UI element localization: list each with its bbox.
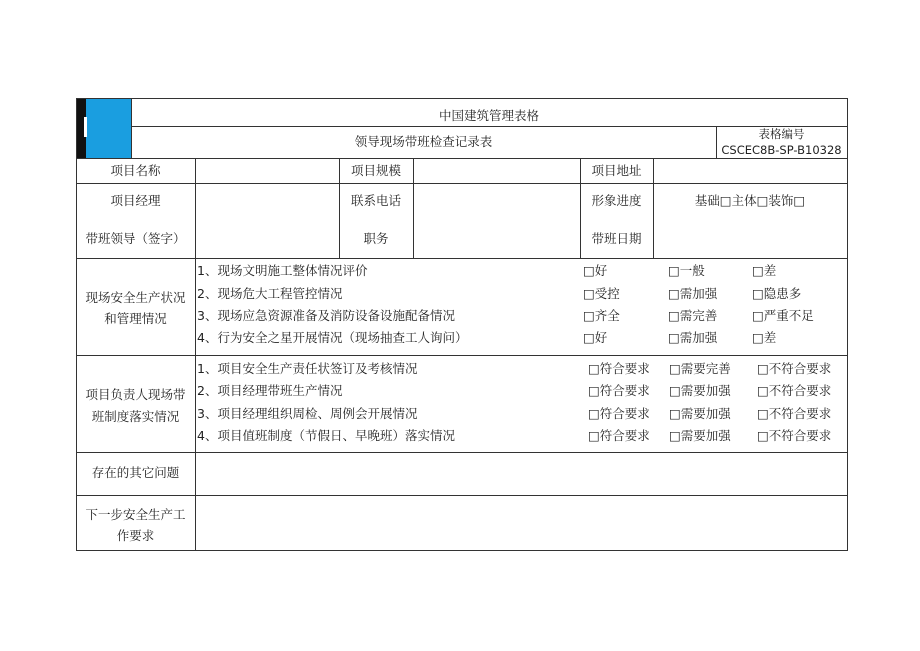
section2-item-2-opt2[interactable]: □需要加强 bbox=[669, 383, 731, 398]
org-title: 中国建筑管理表格 bbox=[438, 108, 539, 123]
next-step-label: 下一步安全生产工 bbox=[85, 507, 186, 522]
company-logo bbox=[84, 98, 131, 158]
section2-item-3-opt3[interactable]: □不符合要求 bbox=[757, 406, 832, 421]
shift-leader-label: 带班领导（签字） bbox=[85, 231, 186, 246]
section1-item-4-opt1[interactable]: □好 bbox=[583, 330, 608, 345]
project-scale-label: 项目规模 bbox=[350, 163, 401, 178]
section2-title: 项目负责人现场带 bbox=[85, 387, 186, 402]
section1-title-line2: 和管理情况 bbox=[104, 311, 167, 326]
section1-title: 现场安全生产状况 bbox=[85, 290, 186, 305]
section1-item-4: 4、行为安全之星开展情况（现场抽查工人询问） bbox=[197, 330, 468, 345]
section2-title-line2: 班制度落实情况 bbox=[91, 409, 180, 424]
other-issues-label: 存在的其它问题 bbox=[91, 465, 180, 480]
section1-item-3-opt1[interactable]: □齐全 bbox=[583, 308, 620, 323]
section1-item-1-opt2[interactable]: □一般 bbox=[668, 263, 705, 278]
section2-item-3-opt1[interactable]: □符合要求 bbox=[588, 406, 650, 421]
section1-item-4-opt3[interactable]: □差 bbox=[752, 330, 777, 345]
section2-item-1-opt1[interactable]: □符合要求 bbox=[588, 361, 650, 376]
section2-item-1-opt2[interactable]: □需要完善 bbox=[669, 361, 731, 376]
section1-item-1-opt3[interactable]: □差 bbox=[752, 263, 777, 278]
section1-item-1: 1、现场文明施工整体情况评价 bbox=[197, 263, 368, 278]
section2-item-4: 4、项目值班制度（节假日、早晚班）落实情况 bbox=[197, 428, 455, 443]
form-title: 领导现场带班检查记录表 bbox=[354, 134, 493, 149]
project-address-label: 项目地址 bbox=[591, 163, 642, 178]
section1-item-2-opt3[interactable]: □隐患多 bbox=[752, 286, 802, 301]
contact-phone-label: 联系电话 bbox=[350, 193, 401, 208]
section2-item-4-opt3[interactable]: □不符合要求 bbox=[757, 428, 832, 443]
section1-item-3-opt3[interactable]: □严重不足 bbox=[752, 308, 814, 323]
section2-item-2-opt3[interactable]: □不符合要求 bbox=[757, 383, 832, 398]
progress-label: 形象进度 bbox=[591, 193, 642, 208]
section2-item-4-opt2[interactable]: □需要加强 bbox=[669, 428, 731, 443]
progress-options[interactable]: 基础□主体□装饰□ bbox=[694, 193, 806, 208]
next-step-label-line2: 作要求 bbox=[116, 528, 155, 543]
project-name-label: 项目名称 bbox=[110, 163, 161, 178]
section2-item-2: 2、项目经理带班生产情况 bbox=[197, 383, 343, 398]
section1-item-2-opt2[interactable]: □需加强 bbox=[668, 286, 718, 301]
section2-item-3: 3、项目经理组织周检、周例会开展情况 bbox=[197, 406, 418, 421]
section1-item-3-opt2[interactable]: □需完善 bbox=[668, 308, 718, 323]
section2-item-3-opt2[interactable]: □需要加强 bbox=[669, 406, 731, 421]
section2-item-1-opt3[interactable]: □不符合要求 bbox=[757, 361, 832, 376]
section2-item-1: 1、项目安全生产责任状签订及考核情况 bbox=[197, 361, 418, 376]
section1-item-2: 2、现场危大工程管控情况 bbox=[197, 286, 343, 301]
section1-item-4-opt2[interactable]: □需加强 bbox=[668, 330, 718, 345]
project-manager-label: 项目经理 bbox=[110, 193, 161, 208]
section2-item-4-opt1[interactable]: □符合要求 bbox=[588, 428, 650, 443]
section2-item-2-opt1[interactable]: □符合要求 bbox=[588, 383, 650, 398]
form-code-label: 表格编号 bbox=[758, 127, 805, 141]
form-code-value: CSCEC8B-SP-B10328 bbox=[721, 143, 842, 157]
section1-item-2-opt1[interactable]: □受控 bbox=[583, 286, 620, 301]
company-logo-mark bbox=[84, 117, 87, 137]
section1-item-3: 3、现场应急资源准备及消防设备设施配备情况 bbox=[197, 308, 455, 323]
shift-date-label: 带班日期 bbox=[591, 231, 642, 246]
position-label: 职务 bbox=[363, 231, 389, 246]
section1-item-1-opt1[interactable]: □好 bbox=[583, 263, 608, 278]
